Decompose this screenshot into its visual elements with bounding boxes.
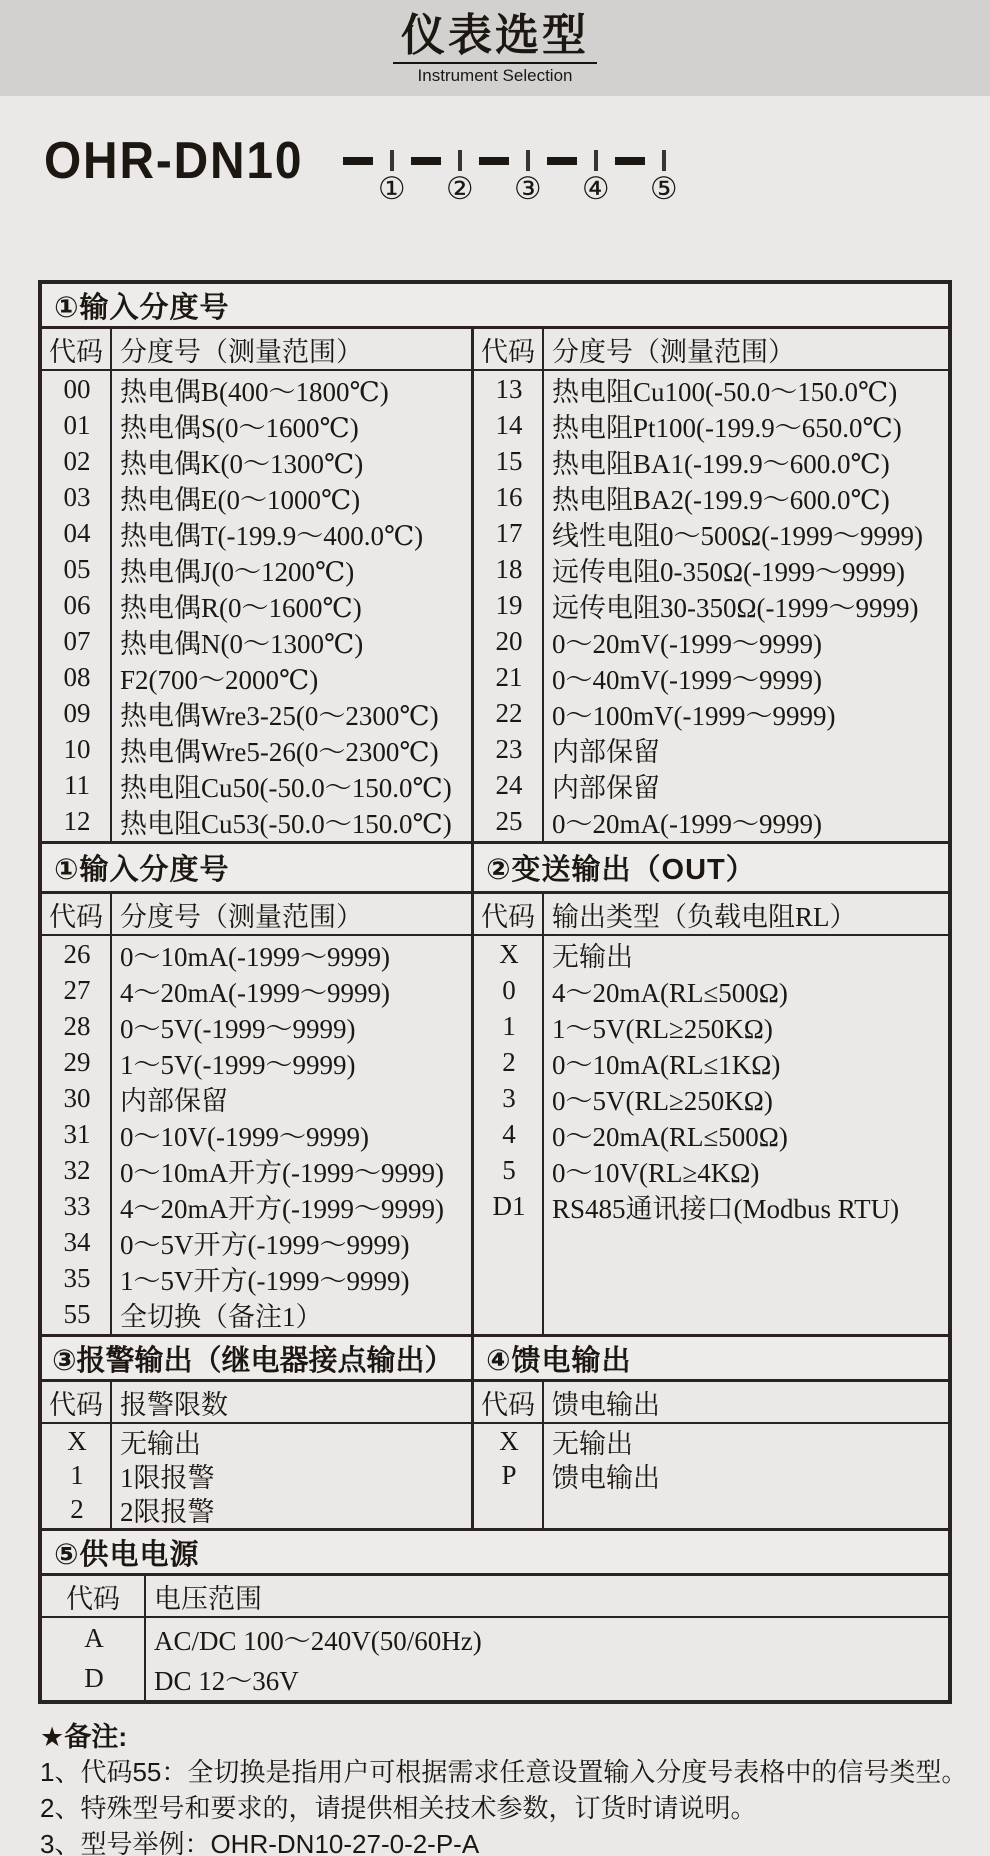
code-cell: 34 xyxy=(63,1226,91,1257)
desc-cell: 热电阻Pt100(-199.9～650.0℃) xyxy=(552,412,902,443)
table-row xyxy=(474,1116,948,1152)
position-number: ④ xyxy=(581,171,610,206)
table-row xyxy=(42,936,471,972)
table-row xyxy=(42,803,471,839)
table-row xyxy=(474,1080,948,1116)
dash-separator xyxy=(479,157,509,165)
table-row xyxy=(474,1424,948,1458)
code-cell: 30 xyxy=(63,1082,91,1113)
desc-column-header: 分度号（测量范围） xyxy=(120,336,363,367)
desc-cell: 0～5V开方(-1999～9999) xyxy=(120,1229,410,1260)
desc-cell: 0～100mV(-1999～9999) xyxy=(552,700,836,731)
model-position-4 xyxy=(581,152,610,206)
code-column-header: 代码 xyxy=(42,329,112,369)
table-body xyxy=(474,1424,948,1528)
position-box xyxy=(526,150,530,171)
code-cell: 28 xyxy=(63,1010,91,1041)
desc-cell: 热电偶J(0～1200℃) xyxy=(120,556,355,587)
code-cell: 55 xyxy=(63,1298,91,1329)
code-cell: 03 xyxy=(63,481,91,512)
code-cell: 32 xyxy=(63,1154,91,1185)
table-body xyxy=(474,936,948,1334)
position-box xyxy=(390,150,394,171)
section-title: ⑤供电电源 xyxy=(42,1531,948,1576)
code-cell: 23 xyxy=(495,733,523,764)
table-row xyxy=(474,551,948,587)
desc-cell: 0～10mA开方(-1999～9999) xyxy=(120,1157,444,1188)
page-header xyxy=(0,0,990,96)
code-cell: 02 xyxy=(63,445,91,476)
code-cell: 14 xyxy=(495,409,523,440)
code-column-header: 代码 xyxy=(42,894,112,934)
desc-cell: 热电偶S(0～1600℃) xyxy=(120,412,359,443)
code-cell: 05 xyxy=(63,553,91,584)
code-cell: 26 xyxy=(63,938,91,969)
table-body xyxy=(42,1618,948,1700)
section-alarm-and-feed xyxy=(42,1334,948,1528)
table-row xyxy=(474,972,948,1008)
table-row xyxy=(474,407,948,443)
section-title: ①输入分度号 xyxy=(42,284,948,329)
code-cell: 22 xyxy=(495,697,523,728)
desc-cell: 0～10V(RL≥4KΩ) xyxy=(552,1157,760,1188)
desc-cell: 1～5V开方(-1999～9999) xyxy=(120,1265,410,1296)
column-header-row xyxy=(474,1382,948,1424)
table-row xyxy=(474,1044,948,1080)
desc-cell: 0～10mA(-1999～9999) xyxy=(120,941,390,972)
desc-cell: 0～10V(-1999～9999) xyxy=(120,1121,369,1152)
code-cell: 25 xyxy=(495,805,523,836)
input-codes-right-table xyxy=(474,329,948,841)
table-row xyxy=(42,515,471,551)
desc-cell: 1限报警 xyxy=(120,1462,215,1493)
code-cell: 0 xyxy=(502,974,516,1005)
code-cell: P xyxy=(501,1459,517,1490)
table-body xyxy=(42,1424,471,1528)
code-column-header: 代码 xyxy=(42,1576,146,1616)
code-cell: 1 xyxy=(70,1459,84,1490)
desc-cell: 0～5V(RL≥250KΩ) xyxy=(552,1085,773,1116)
desc-cell: F2(700～2000℃) xyxy=(120,664,319,695)
desc-cell: 热电阻BA1(-199.9～600.0℃) xyxy=(552,448,890,479)
table-row xyxy=(42,443,471,479)
model-position-2 xyxy=(445,152,474,206)
code-cell: 18 xyxy=(495,553,523,584)
desc-cell: 热电偶T(-199.9～400.0℃) xyxy=(120,520,424,551)
desc-cell: 热电偶R(0～1600℃) xyxy=(120,592,362,623)
table-row xyxy=(42,731,471,767)
model-position-3 xyxy=(513,152,542,206)
table-row xyxy=(474,443,948,479)
model-position-5 xyxy=(649,152,678,206)
table-row xyxy=(42,1080,471,1116)
desc-cell: 热电偶B(400～1800℃) xyxy=(120,376,389,407)
code-cell: 16 xyxy=(495,481,523,512)
code-cell: 1 xyxy=(502,1010,516,1041)
feed-output-table xyxy=(474,1337,948,1528)
code-cell: 3 xyxy=(502,1082,516,1113)
position-number: ① xyxy=(377,171,406,206)
desc-column-header: 分度号（测量范围） xyxy=(552,336,795,367)
table-row xyxy=(474,515,948,551)
desc-cell: 0～20mA(RL≤500Ω) xyxy=(552,1121,788,1152)
desc-cell: 4～20mA(-1999～9999) xyxy=(120,977,390,1008)
table-row xyxy=(474,479,948,515)
desc-cell: 0～10mA(RL≤1KΩ) xyxy=(552,1049,781,1080)
table-row xyxy=(42,551,471,587)
position-number: ⑤ xyxy=(649,171,678,206)
section-input-and-output xyxy=(42,841,948,1334)
desc-cell: 0～40mV(-1999～9999) xyxy=(552,664,822,695)
code-cell: 4 xyxy=(502,1118,516,1149)
column-header-row xyxy=(42,1382,471,1424)
column-header-row xyxy=(474,329,948,371)
position-box xyxy=(458,150,462,171)
desc-cell: 0～5V(-1999～9999) xyxy=(120,1013,356,1044)
table-row xyxy=(42,1658,948,1698)
model-number-line xyxy=(0,130,990,206)
desc-cell: 热电阻BA2(-199.9～600.0℃) xyxy=(552,484,890,515)
code-cell: X xyxy=(499,1425,519,1456)
desc-cell: 4～20mA开方(-1999～9999) xyxy=(120,1193,444,1224)
table-body xyxy=(474,371,948,841)
code-column-header: 代码 xyxy=(42,1382,112,1422)
section-power-supply xyxy=(42,1528,948,1700)
table-row xyxy=(42,972,471,1008)
code-cell: 5 xyxy=(502,1154,516,1185)
table-row xyxy=(42,1458,471,1492)
code-cell: 19 xyxy=(495,589,523,620)
code-column-header: 代码 xyxy=(474,894,544,934)
table-row xyxy=(474,803,948,839)
desc-cell: 热电阻Cu50(-50.0～150.0℃) xyxy=(120,772,452,803)
section-title: ④馈电输出 xyxy=(474,1337,948,1382)
transmit-output-table xyxy=(474,844,948,1334)
table-body xyxy=(42,371,471,841)
desc-column-header: 报警限数 xyxy=(120,1389,228,1420)
section-title: ②变送输出（OUT） xyxy=(474,844,948,894)
code-cell: 15 xyxy=(495,445,523,476)
dash-separator xyxy=(615,157,645,165)
table-row xyxy=(42,1424,471,1458)
table-row xyxy=(474,371,948,407)
desc-cell: 内部保留 xyxy=(552,736,660,767)
column-header-row xyxy=(474,894,948,936)
table-row xyxy=(474,587,948,623)
table-row xyxy=(42,659,471,695)
remark-line: 1、代码55：全切换是指用户可根据需求任意设置输入分度号表格中的信号类型。 xyxy=(40,1757,968,1787)
code-cell: 01 xyxy=(63,409,91,440)
table-row xyxy=(42,1618,948,1658)
desc-cell: 1～5V(-1999～9999) xyxy=(120,1049,356,1080)
code-cell: 04 xyxy=(63,517,91,548)
table-row xyxy=(474,767,948,803)
code-cell: 13 xyxy=(495,373,523,404)
table-row xyxy=(42,1188,471,1224)
table-body xyxy=(42,936,471,1334)
page-title: 仪表选型 xyxy=(393,11,597,64)
input-codes-cont-table xyxy=(42,844,474,1334)
alarm-output-table xyxy=(42,1337,474,1528)
page-subtitle: Instrument Selection xyxy=(417,65,573,85)
desc-cell: AC/DC 100～240V(50/60Hz) xyxy=(154,1625,482,1656)
desc-cell: DC 12～36V xyxy=(154,1665,299,1696)
desc-cell: 0～20mV(-1999～9999) xyxy=(552,628,822,659)
table-row xyxy=(42,479,471,515)
desc-cell: 内部保留 xyxy=(552,772,660,803)
table-row xyxy=(42,1296,471,1332)
code-cell: 2 xyxy=(70,1493,84,1524)
position-number: ③ xyxy=(513,171,542,206)
remark-line: 3、型号举例：OHR-DN10-27-0-2-P-A xyxy=(40,1829,480,1856)
code-cell: D1 xyxy=(492,1190,526,1221)
code-cell: 2 xyxy=(502,1046,516,1077)
code-cell: 11 xyxy=(64,769,90,800)
column-header-row xyxy=(42,329,471,371)
desc-column-header: 输出类型（负载电阻RL） xyxy=(552,901,857,932)
desc-cell: 无输出 xyxy=(552,941,633,972)
desc-cell: 热电偶Wre5-26(0～2300℃) xyxy=(120,736,439,767)
section-title: ③报警输出（继电器接点输出） xyxy=(42,1337,471,1382)
column-header-row xyxy=(42,1576,948,1618)
table-row xyxy=(42,587,471,623)
desc-cell: 0～20mA(-1999～9999) xyxy=(552,808,822,839)
table-row xyxy=(42,695,471,731)
remarks xyxy=(40,1720,990,1856)
code-cell: X xyxy=(499,938,519,969)
column-header-row xyxy=(42,894,471,936)
remarks-title: ★备注: xyxy=(40,1722,128,1752)
table-row xyxy=(42,1044,471,1080)
code-cell: 29 xyxy=(63,1046,91,1077)
desc-column-header: 馈电输出 xyxy=(552,1389,660,1420)
desc-cell: 线性电阻0～500Ω(-1999～9999) xyxy=(552,520,924,551)
desc-cell: 热电偶Wre3-25(0～2300℃) xyxy=(120,700,439,731)
position-box xyxy=(594,150,598,171)
table-row xyxy=(474,1008,948,1044)
desc-cell: RS485通讯接口(Modbus RTU) xyxy=(552,1193,900,1224)
position-box xyxy=(662,150,666,171)
code-cell: 24 xyxy=(495,769,523,800)
remark-line: 2、特殊型号和要求的，请提供相关技术参数，订货时请说明。 xyxy=(40,1793,757,1823)
desc-cell: 热电阻Cu53(-50.0～150.0℃) xyxy=(120,808,452,839)
code-cell: 00 xyxy=(63,373,91,404)
table-row xyxy=(42,1008,471,1044)
selection-table xyxy=(38,280,952,1704)
code-cell: 17 xyxy=(495,517,523,548)
table-row xyxy=(42,1492,471,1526)
table-row xyxy=(474,659,948,695)
model-position-1 xyxy=(377,152,406,206)
table-row xyxy=(42,1152,471,1188)
desc-column-header: 分度号（测量范围） xyxy=(120,901,363,932)
code-column-header: 代码 xyxy=(474,1382,544,1422)
table-row xyxy=(42,371,471,407)
table-row xyxy=(474,1152,948,1188)
desc-cell: 热电偶N(0～1300℃) xyxy=(120,628,364,659)
table-row xyxy=(474,695,948,731)
desc-cell: 热电偶K(0～1300℃) xyxy=(120,448,364,479)
code-cell: D xyxy=(84,1662,104,1693)
desc-cell: 热电阻Cu100(-50.0～150.0℃) xyxy=(552,376,898,407)
desc-cell: 内部保留 xyxy=(120,1085,228,1116)
code-cell: 07 xyxy=(63,625,91,656)
code-cell: 06 xyxy=(63,589,91,620)
code-cell: 21 xyxy=(495,661,523,692)
desc-cell: 热电偶E(0～1000℃) xyxy=(120,484,361,515)
code-cell: X xyxy=(67,1425,87,1456)
section-title: ①输入分度号 xyxy=(42,844,471,894)
code-cell: 31 xyxy=(63,1118,91,1149)
table-row xyxy=(474,623,948,659)
code-cell: 10 xyxy=(63,733,91,764)
code-cell: 09 xyxy=(63,697,91,728)
code-cell: 20 xyxy=(495,625,523,656)
table-row xyxy=(42,623,471,659)
code-cell: 33 xyxy=(63,1190,91,1221)
table-row xyxy=(474,731,948,767)
table-row xyxy=(42,1116,471,1152)
code-column-header: 代码 xyxy=(474,329,544,369)
table-row xyxy=(474,1188,948,1224)
desc-cell: 无输出 xyxy=(552,1428,633,1459)
desc-cell: 全切换（备注1） xyxy=(120,1301,323,1332)
dash-separator xyxy=(547,157,577,165)
code-cell: A xyxy=(84,1622,104,1653)
desc-cell: 馈电输出 xyxy=(552,1462,660,1493)
code-cell: 35 xyxy=(63,1262,91,1293)
desc-cell: 远传电阻0-350Ω(-1999～9999) xyxy=(552,556,906,587)
section-input-graduation xyxy=(42,284,948,841)
table-row xyxy=(474,1458,948,1492)
dash-separator xyxy=(411,157,441,165)
desc-cell: 2限报警 xyxy=(120,1496,215,1527)
code-cell: 08 xyxy=(63,661,91,692)
dash-separator xyxy=(343,157,373,165)
table-row xyxy=(42,1224,471,1260)
desc-cell: 远传电阻30-350Ω(-1999～9999) xyxy=(552,592,919,623)
desc-column-header: 电压范围 xyxy=(154,1583,262,1614)
table-row xyxy=(42,407,471,443)
table-row xyxy=(42,767,471,803)
model-prefix: OHR-DN10 xyxy=(44,132,304,190)
table-row xyxy=(42,1260,471,1296)
desc-cell: 4～20mA(RL≤500Ω) xyxy=(552,977,788,1008)
desc-cell: 1～5V(RL≥250KΩ) xyxy=(552,1013,773,1044)
position-number: ② xyxy=(445,171,474,206)
input-codes-left-table xyxy=(42,329,474,841)
code-cell: 27 xyxy=(63,974,91,1005)
table-row xyxy=(474,936,948,972)
code-cell: 12 xyxy=(63,805,91,836)
desc-cell: 无输出 xyxy=(120,1428,201,1459)
